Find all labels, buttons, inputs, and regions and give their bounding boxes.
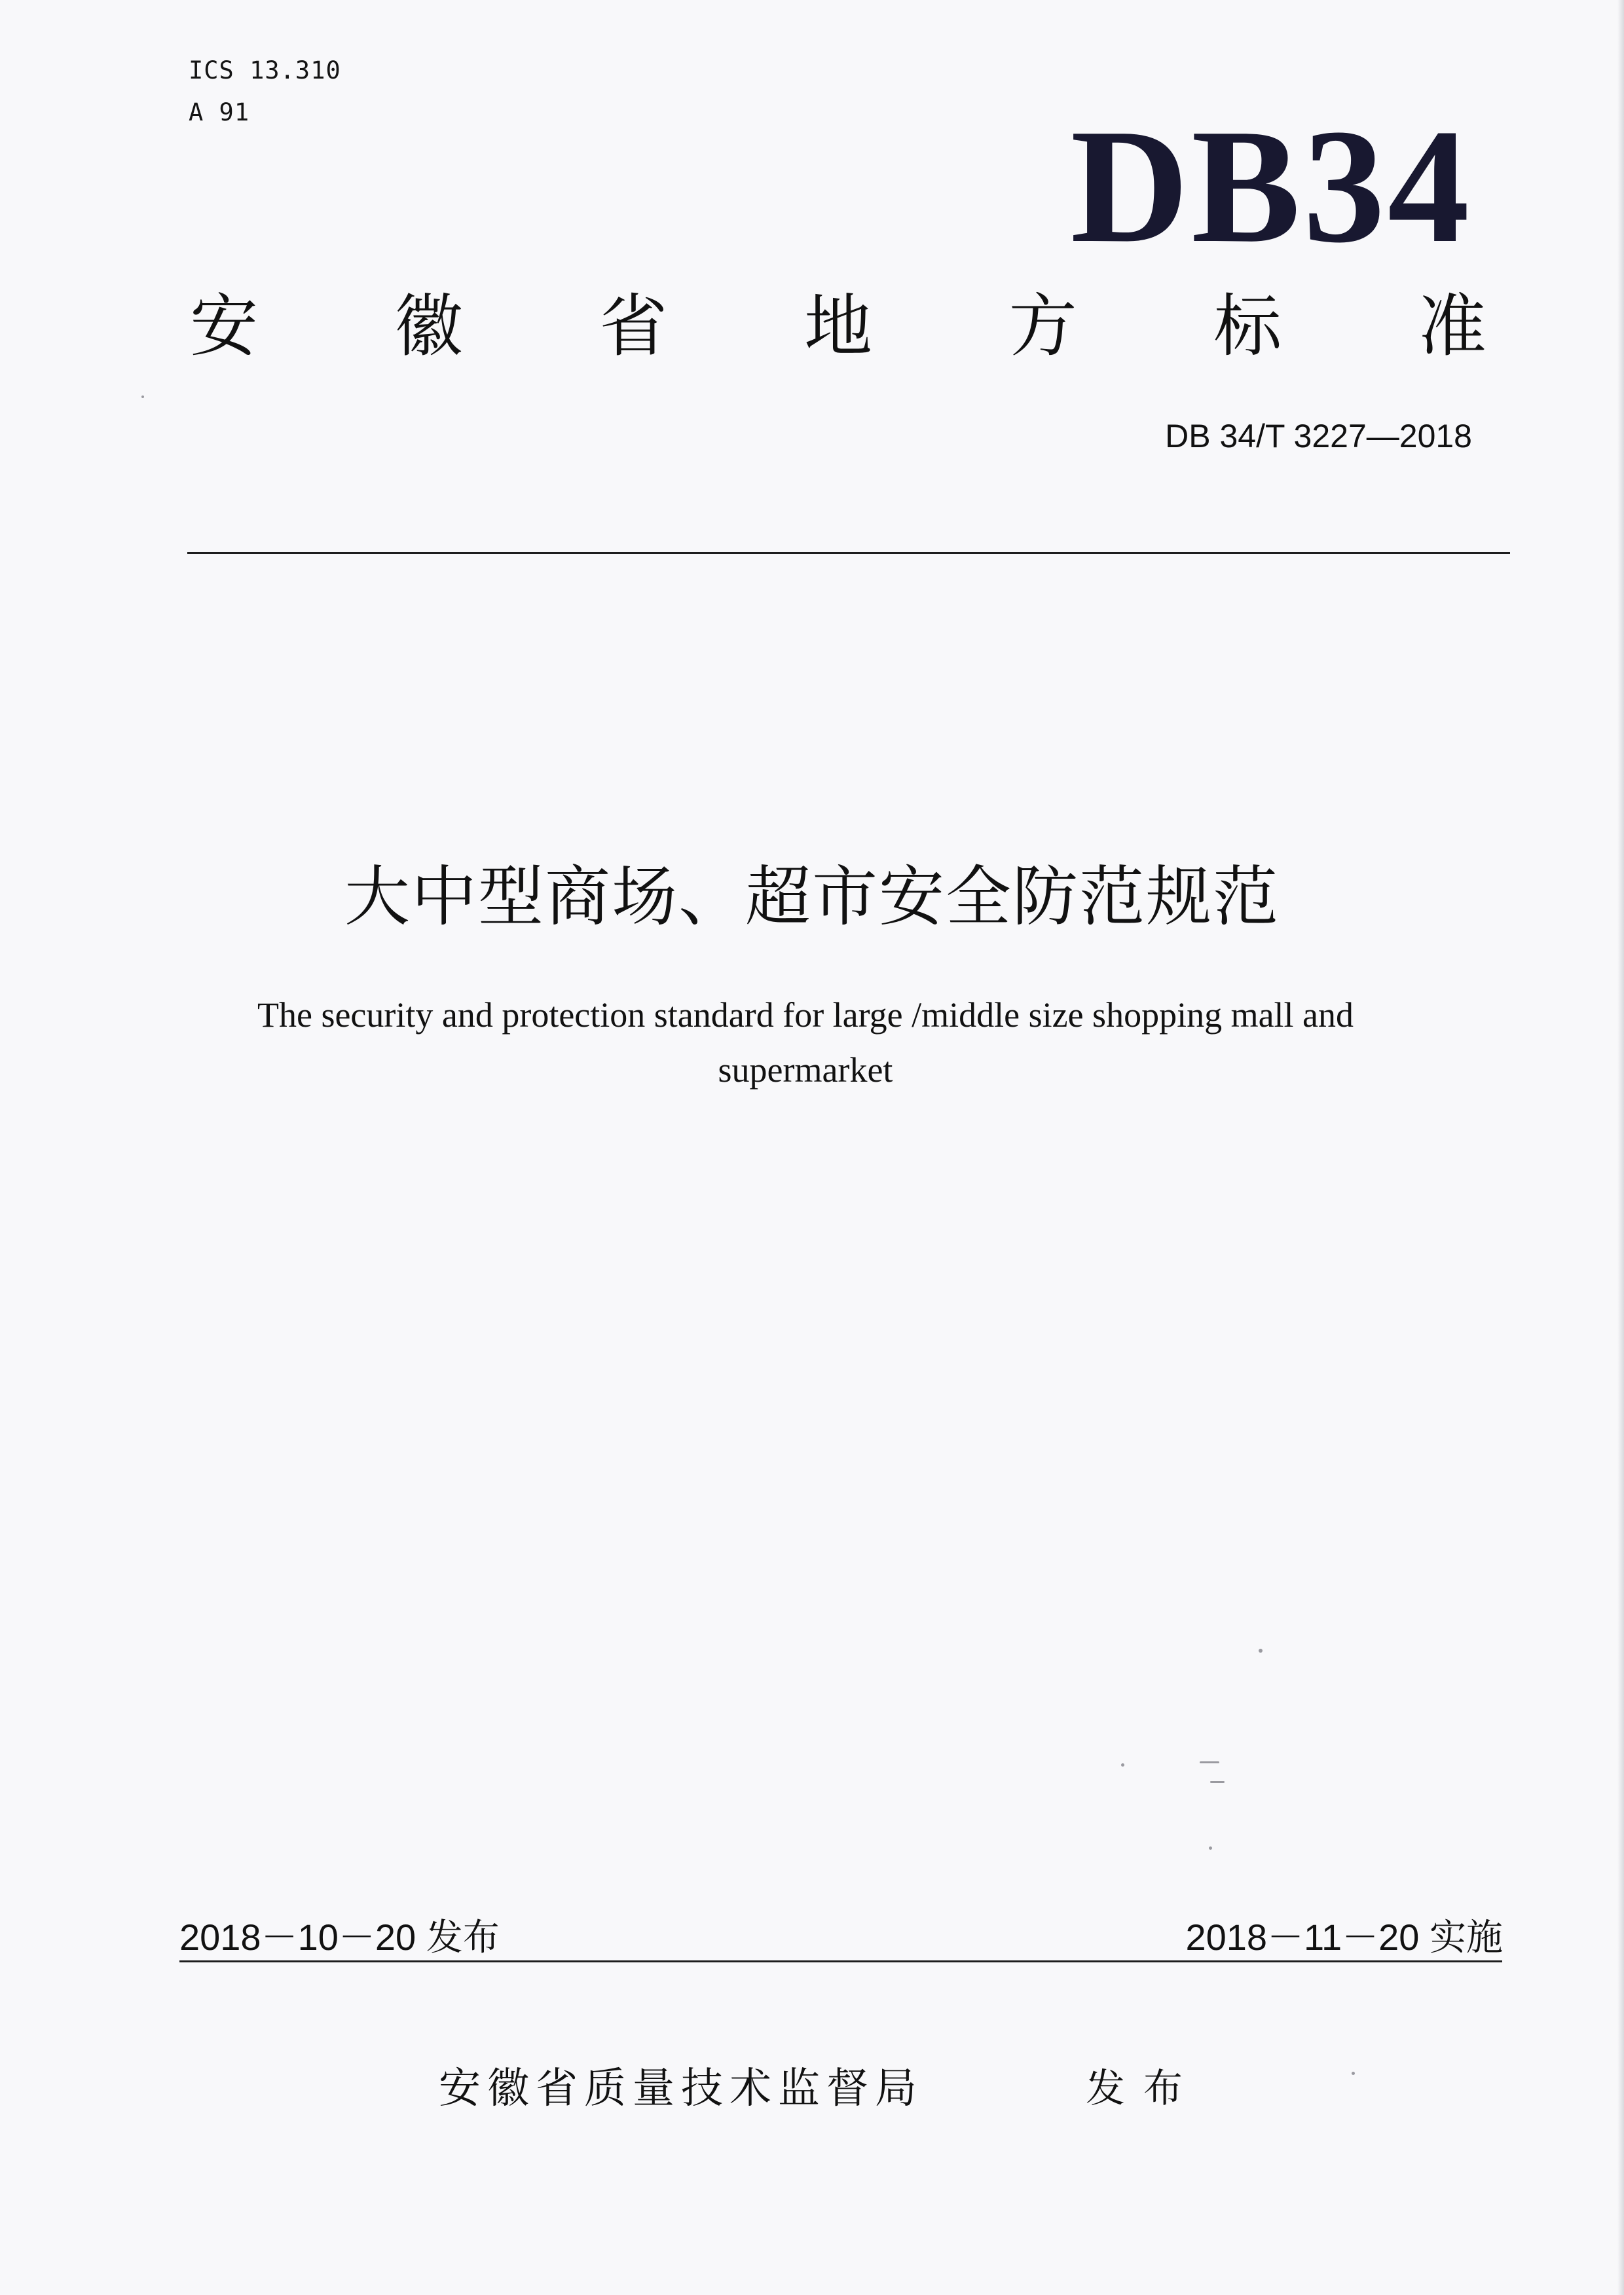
scan-speck bbox=[1352, 2072, 1355, 2075]
issue-date: 2018－10－20 发布 bbox=[179, 1917, 500, 1958]
scan-speck bbox=[1121, 1763, 1124, 1767]
standard-type-char: 方 bbox=[1008, 286, 1077, 366]
scan-speck bbox=[1200, 1761, 1219, 1763]
standard-type-char: 标 bbox=[1213, 286, 1282, 366]
scan-speck bbox=[141, 395, 144, 398]
standard-type-char: 准 bbox=[1418, 286, 1486, 366]
scan-speck bbox=[1210, 1781, 1225, 1783]
footer-divider bbox=[179, 1960, 1502, 1962]
scan-speck bbox=[1259, 1649, 1263, 1653]
ics-code: ICS 13.310 bbox=[189, 56, 341, 84]
standard-type-char: 徽 bbox=[394, 286, 463, 366]
standard-type-char: 安 bbox=[190, 286, 259, 366]
implementation-date: 2018－11－20 实施 bbox=[1185, 1917, 1503, 1958]
header-divider bbox=[187, 552, 1510, 554]
db-mark: DB34 bbox=[1070, 96, 1472, 277]
page-edge bbox=[1617, 0, 1624, 2295]
standard-type-char: 地 bbox=[803, 286, 872, 366]
standard-type-char: 省 bbox=[599, 286, 668, 366]
publisher-name: 安徽省质量技术监督局 bbox=[439, 2065, 923, 2113]
standard-number: DB 34/T 3227—2018 bbox=[1165, 418, 1472, 454]
issued-label: 发布 bbox=[1086, 2066, 1201, 2112]
scan-speck bbox=[1209, 1846, 1212, 1850]
title-chinese: 大中型商场、超市安全防范规范 bbox=[344, 858, 1280, 935]
title-english-line: supermarket bbox=[718, 1050, 893, 1090]
title-english bbox=[190, 987, 1421, 1097]
title-english-line: The security and protection standard for large /middle size shopping mall and bbox=[257, 995, 1354, 1035]
ccs-code: A 91 bbox=[189, 98, 250, 126]
standard-type-heading bbox=[190, 287, 1486, 365]
